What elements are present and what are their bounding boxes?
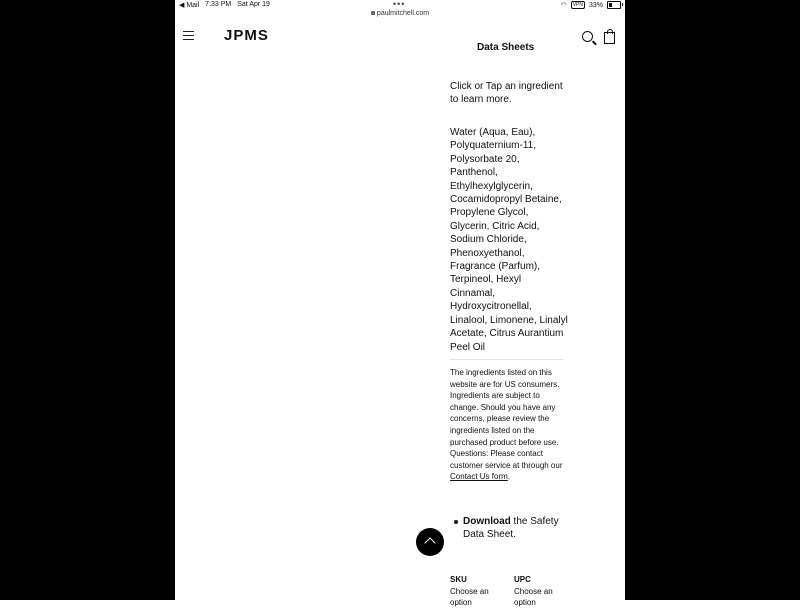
- disclaimer-period: .: [507, 472, 511, 482]
- download-text: the Safety Data Sheet.: [463, 516, 559, 541]
- battery-icon: [607, 1, 621, 9]
- wifi-icon: ◠: [560, 2, 567, 9]
- right-bezel: [625, 0, 800, 600]
- left-bezel: [0, 0, 175, 600]
- status-date: Sat Apr 19: [237, 1, 270, 8]
- upc-label: UPC: [514, 575, 531, 584]
- site-logo[interactable]: JPMS: [224, 27, 269, 44]
- address-bar[interactable]: [175, 10, 625, 17]
- menu-icon[interactable]: [183, 31, 194, 40]
- disclaimer-change: Ingredients are subject to change. Should you have any concerns, please review the ingredients listed on the purchased product before use. Questions: Please contact customer service at through our: [450, 391, 563, 470]
- upc-value: Choose an option: [514, 587, 553, 607]
- browser-screen: [175, 0, 625, 607]
- status-time: 7:33 PM: [205, 1, 232, 8]
- divider: [450, 359, 563, 360]
- ingredient-disclaimer: [450, 367, 568, 483]
- ingredient-list[interactable]: Water (Aqua, Eau), Polyquaternium-11, Polysorbate 20, Panthenol, Ethylhexylglycerin, Cocamidopropyl Betaine, Propylene Glycol, Glycerin, Citric Acid, Sodium Chloride, Phenoxyethanol, Fragrance (Parfum), Terpineol, Hexyl Cinnamal, Hydroxycitronellal, Linalool, Limonene, Linalyl Acetate, Citrus Aurantium Peel Oil: [450, 127, 568, 353]
- disclaimer-us: The ingredients listed on this website are for US consumers.: [450, 368, 560, 389]
- safety-data-sheet-item[interactable]: [463, 515, 573, 542]
- sku-label: SKU: [450, 575, 467, 584]
- site-header: [175, 22, 625, 52]
- back-to-top-button[interactable]: [416, 528, 444, 556]
- back-to-mail-link[interactable]: ◀ Mail: [179, 2, 200, 9]
- lock-icon: [371, 11, 375, 15]
- multitasking-dots-icon[interactable]: •••: [393, 0, 406, 9]
- vpn-badge: VPN: [572, 2, 583, 8]
- search-icon[interactable]: [582, 31, 593, 42]
- download-link[interactable]: Download: [463, 516, 511, 527]
- shopping-bag-icon[interactable]: [604, 32, 615, 44]
- ingredient-hint: Click or Tap an ingredient to learn more.: [450, 81, 563, 106]
- url-text: paulmitchell.com: [376, 10, 430, 17]
- sku-value: Choose an option: [450, 587, 489, 607]
- battery-percent: 33%: [588, 1, 603, 9]
- chevron-up-icon: [424, 537, 435, 548]
- section-heading: Data Sheets: [477, 42, 535, 53]
- contact-us-link[interactable]: Contact Us form: [450, 472, 508, 482]
